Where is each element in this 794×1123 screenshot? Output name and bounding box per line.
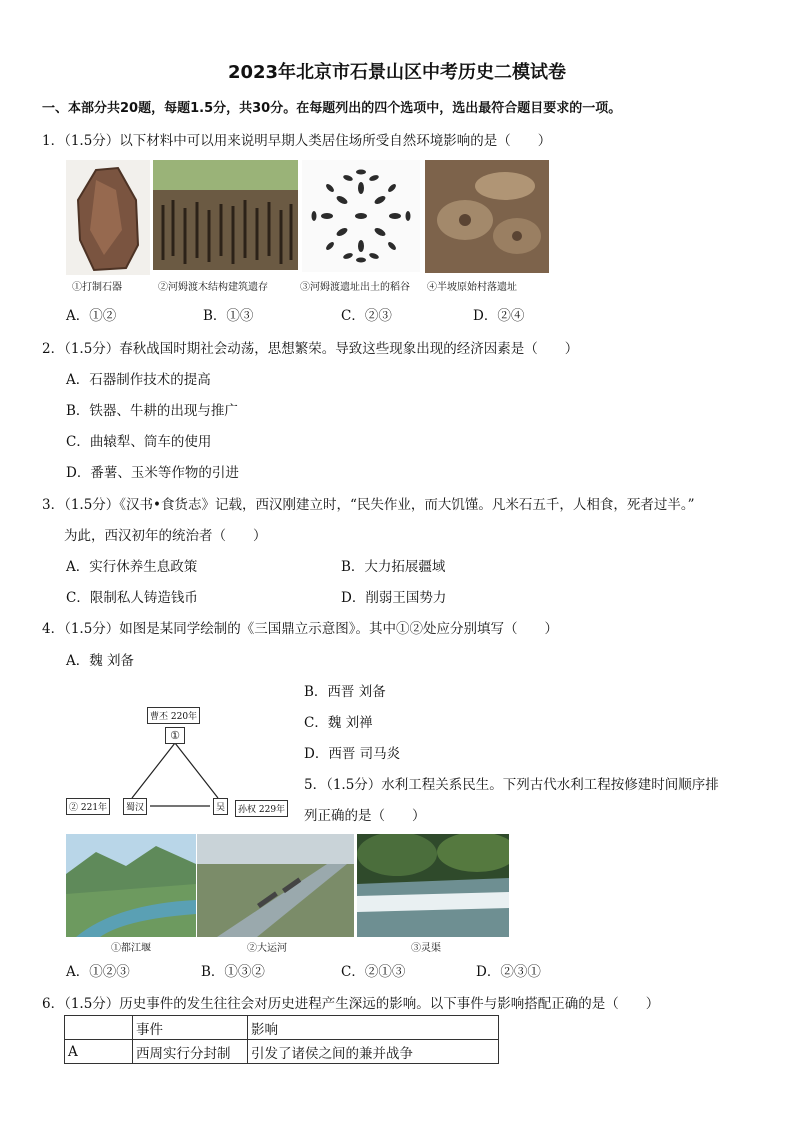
question-6-stem: 6．（1.5分）历史事件的发生往往会对历史进程产生深远的影响。以下事件与影响搭配正确的是（ ） bbox=[42, 996, 660, 1012]
rice-grains-image bbox=[302, 160, 420, 272]
q1-caption-4: ④半坡原始村落遗址 bbox=[427, 282, 517, 293]
q2-option-c[interactable]: C．曲辕犁、筒车的使用 bbox=[66, 434, 212, 450]
table-row bbox=[65, 1040, 499, 1064]
q3-option-a[interactable]: A．实行休养生息政策 bbox=[66, 559, 198, 575]
q5-caption-3: ③灵渠 bbox=[411, 943, 441, 954]
diagram-left-node: 蜀汉 bbox=[123, 798, 147, 815]
q1-caption-2: ②河姆渡木结构建筑遗存 bbox=[158, 282, 268, 293]
question-1-stem: 1．（1.5分）以下材料中可以用来说明早期人类居住场所受自然环境影响的是（ ） bbox=[42, 133, 552, 149]
q3-option-c[interactable]: C．限制私人铸造钱币 bbox=[66, 590, 198, 606]
q6-event-table bbox=[64, 1015, 499, 1064]
question-3-stem-cont: 为此，西汉初年的统治者（ ） bbox=[64, 528, 267, 544]
table-header-cell bbox=[65, 1016, 133, 1040]
q5-option-a[interactable]: A．①②③ bbox=[66, 964, 130, 980]
question-5-stem: 5．（1.5分）水利工程关系民生。下列古代水利工程按修建时间顺序排 bbox=[304, 777, 719, 793]
q5-option-c[interactable]: C．②①③ bbox=[341, 964, 406, 980]
q5-caption-1: ①都江堰 bbox=[111, 943, 151, 954]
question-5-stem-cont: 列正确的是（ ） bbox=[304, 808, 426, 824]
q4-option-a[interactable]: A．魏 刘备 bbox=[66, 653, 135, 669]
table-cell: A bbox=[65, 1040, 133, 1064]
hemudu-wood-structure-image bbox=[153, 160, 298, 270]
table-header-row bbox=[65, 1016, 499, 1040]
q5-option-b[interactable]: B．①③② bbox=[201, 964, 265, 980]
grand-canal-image bbox=[197, 834, 354, 937]
q2-option-b[interactable]: B．铁器、牛耕的出现与推广 bbox=[66, 403, 238, 419]
q5-caption-2: ②大运河 bbox=[247, 943, 287, 954]
q1-option-d[interactable]: D．②④ bbox=[473, 308, 525, 324]
page-title: 2023年北京市石景山区中考历史二模试卷 bbox=[227, 62, 567, 83]
q3-option-b[interactable]: B．大力拓展疆域 bbox=[341, 559, 446, 575]
diagram-node-1: ① bbox=[165, 727, 185, 744]
question-4-stem: 4．（1.5分）如图是某同学绘制的《三国鼎立示意图》。其中①②处应分别填写（ ） bbox=[42, 621, 559, 637]
diagram-left-year: ② 221年 bbox=[66, 798, 110, 815]
q2-option-d[interactable]: D．番薯、玉米等作物的引进 bbox=[66, 465, 239, 481]
q1-caption-1: ①打制石器 bbox=[72, 282, 122, 293]
stone-tool-image bbox=[66, 160, 150, 275]
banpo-village-image bbox=[425, 160, 549, 273]
dujiangyan-image bbox=[66, 834, 196, 937]
section-heading: 一、本部分共20题，每题1.5分，共30分。在每题列出的四个选项中，选出最符合题目要求的一项。 bbox=[42, 101, 622, 116]
q4-option-d[interactable]: D．西晋 司马炎 bbox=[304, 746, 401, 762]
table-cell: 西周实行分封制 bbox=[133, 1040, 248, 1064]
table-cell: 引发了诸侯之间的兼并战争 bbox=[248, 1040, 499, 1064]
table-header-cell: 事件 bbox=[133, 1016, 248, 1040]
diagram-top-label: 曹丕 220年 bbox=[147, 707, 200, 724]
question-2-stem: 2．（1.5分）春秋战国时期社会动荡，思想繁荣。导致这些现象出现的经济因素是（ ） bbox=[42, 341, 579, 357]
q1-option-b[interactable]: B．①③ bbox=[203, 308, 254, 324]
question-3-stem: 3．（1.5分）《汉书•食货志》记载，西汉刚建立时，“民失作业，而大饥馑。凡米石五千，人相食，死者过半。” bbox=[42, 497, 695, 513]
q4-option-b[interactable]: B．西晋 刘备 bbox=[304, 684, 386, 700]
diagram-right-node: 吴 bbox=[213, 798, 228, 815]
table-header-cell: 影响 bbox=[248, 1016, 499, 1040]
q1-caption-3: ③河姆渡遗址出土的稻谷 bbox=[300, 282, 410, 293]
q1-option-a[interactable]: A．①② bbox=[66, 308, 117, 324]
diagram-right-label: 孙权 229年 bbox=[235, 800, 288, 817]
q3-option-d[interactable]: D．削弱王国势力 bbox=[341, 590, 447, 606]
q4-option-c[interactable]: C．魏 刘禅 bbox=[304, 715, 373, 731]
q1-option-c[interactable]: C．②③ bbox=[341, 308, 392, 324]
q2-option-a[interactable]: A．石器制作技术的提高 bbox=[66, 372, 211, 388]
lingqu-canal-image bbox=[357, 834, 509, 937]
q5-option-d[interactable]: D．②③① bbox=[476, 964, 541, 980]
